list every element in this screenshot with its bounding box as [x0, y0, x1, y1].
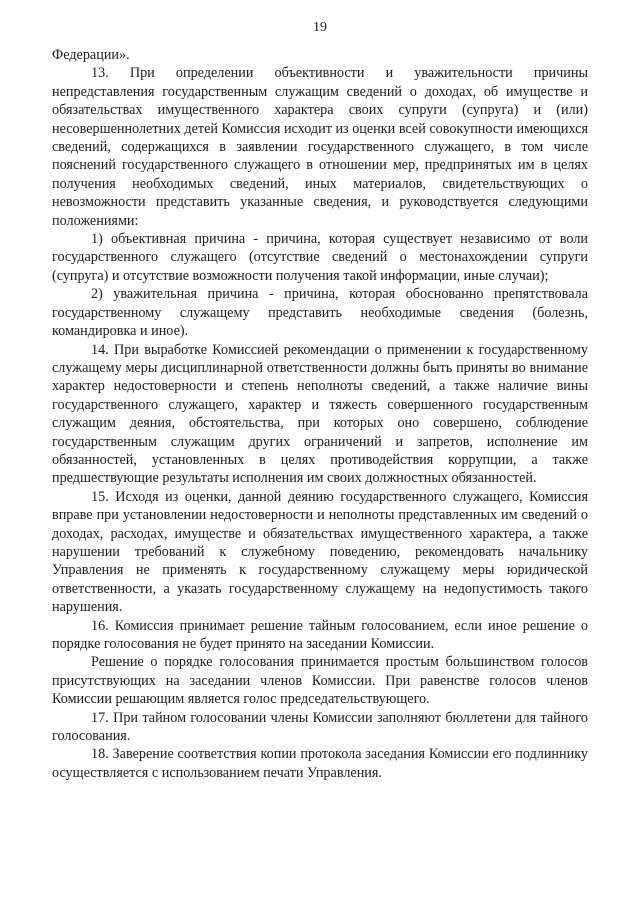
paragraph-item-13: 13. При определении объективности и уважительности причины непредставления государственным служащим сведений о доходах, об имуществе и обязательствах имущественного характера своих супруги (супруга) и (или) несовершеннолетних детей Комиссия исходит из оценки всей совокупности имеющихся сведений, содержащихся в заявлении государственного служащего, в том числе пояснений государственного служащего в отношении мер, предпринятых им в целях получения необходимых сведений, иных материалов, свидетельствующих о невозможности представить указанные сведения, и руководствуется следующими положениями:: [52, 65, 588, 229]
page-number: 19: [313, 20, 327, 35]
paragraph-item-14: 14. При выработке Комиссией рекомендации о применении к государственному служащему меры дисциплинарной ответственности должны быть приняты во внимание характер недостоверности и степень неполноты сведений, а также наличие вины государственного служащего, характер и тяжесть совершенного государственным служащим деяния, обстоятельства, при которых оно совершено, соблюдение государственным служащим других ограничений и запретов, исполнение им обязанностей, установленных в целях противодействия коррупции, а также предшествующие результаты исполнения им своих должностных обязанностей.: [52, 341, 588, 487]
paragraph-item-18: 18. Заверение соответствия копии протокола заседания Комиссии его подлиннику осуществляется с использованием печати Управления.: [52, 746, 588, 781]
paragraph-continuation: Федерации».: [52, 47, 130, 63]
paragraph-item-15: 15. Исходя из оценки, данной деянию государственного служащего, Комиссия вправе при установлении недостоверности и неполноты представленных им сведений о доходах, расходах, имуществе и обязательствах имущественного характера, а также нарушении требований к служебному поведению, рекомендовать начальнику Управления не применять к государственному служащему меры юридической ответственности, а указать государственному служащему на недопустимость такого нарушения.: [52, 488, 588, 616]
paragraph-item-17: 17. При тайном голосовании члены Комиссии заполняют бюллетени для тайного голосования.: [52, 709, 588, 745]
paragraph-item-16: 16. Комиссия принимает решение тайным голосованием, если иное решение о порядке голосования не будет принято на заседании Комиссии.: [52, 617, 588, 652]
document-body: [52, 46, 588, 782]
paragraph-subitem-1: 1) объективная причина - причина, которая существует независимо от воли государственного служащего (отсутствие сведений о местонахождении супруги (супруга) и отсутствие возможности получения такой информации, иные случаи);: [52, 231, 588, 284]
paragraph-voting-procedure: Решение о порядке голосования принимается простым большинством голосов присутствующих на заседании членов Комиссии. При равенстве голосов членов Комиссии решающим является голос председательствующего.: [52, 654, 588, 708]
paragraph-subitem-2: 2) уважительная причина - причина, которая обоснованно препятствовала государственному служащему представить необходимые сведения (болезнь, командировка и иное).: [52, 286, 588, 340]
